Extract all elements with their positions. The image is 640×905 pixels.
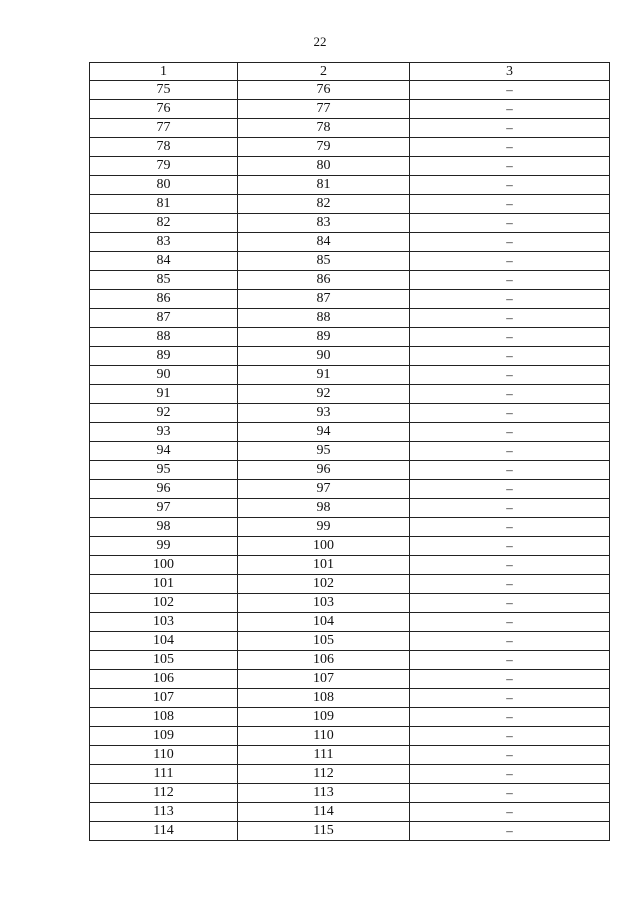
table-cell-col-1: 77 — [90, 119, 238, 138]
table-cell-col-2: 113 — [238, 784, 410, 803]
table-row — [90, 537, 610, 556]
table-row — [90, 309, 610, 328]
table-cell-col-1: 109 — [90, 727, 238, 746]
table-cell-col-3: – — [410, 575, 610, 594]
table-cell-col-2: 107 — [238, 670, 410, 689]
table-cell-col-3: – — [410, 499, 610, 518]
table-row — [90, 100, 610, 119]
table-cell-col-1: 79 — [90, 157, 238, 176]
table-row — [90, 176, 610, 195]
table-cell-col-3: – — [410, 480, 610, 499]
table-cell-col-1: 107 — [90, 689, 238, 708]
table-cell-col-2: 90 — [238, 347, 410, 366]
table-cell-col-2: 98 — [238, 499, 410, 518]
table-cell-col-3: – — [410, 746, 610, 765]
table-cell-col-2: 99 — [238, 518, 410, 537]
table-row — [90, 594, 610, 613]
table-cell-col-1: 80 — [90, 176, 238, 195]
table-cell-col-2: 100 — [238, 537, 410, 556]
table-cell-col-1: 95 — [90, 461, 238, 480]
table-cell-col-1: 92 — [90, 404, 238, 423]
table-row — [90, 613, 610, 632]
table-cell-col-2: 114 — [238, 803, 410, 822]
table-row — [90, 651, 610, 670]
table-cell-col-3: – — [410, 537, 610, 556]
table-row — [90, 803, 610, 822]
table-cell-col-2: 102 — [238, 575, 410, 594]
table-cell-col-2: 83 — [238, 214, 410, 233]
table-row — [90, 746, 610, 765]
table-cell-col-1: 96 — [90, 480, 238, 499]
table-cell-col-2: 110 — [238, 727, 410, 746]
table-cell-col-3: – — [410, 613, 610, 632]
table-cell-col-2: 81 — [238, 176, 410, 195]
table-cell-col-2: 77 — [238, 100, 410, 119]
table-body — [90, 81, 610, 841]
table-cell-col-3: – — [410, 556, 610, 575]
table-cell-col-1: 111 — [90, 765, 238, 784]
table-cell-col-1: 75 — [90, 81, 238, 100]
table-cell-col-1: 78 — [90, 138, 238, 157]
table-cell-col-3: – — [410, 727, 610, 746]
table-cell-col-2: 105 — [238, 632, 410, 651]
table-cell-col-3: – — [410, 309, 610, 328]
table-cell-col-1: 114 — [90, 822, 238, 841]
table-row — [90, 138, 610, 157]
table-cell-col-1: 85 — [90, 271, 238, 290]
table-cell-col-3: – — [410, 195, 610, 214]
table-cell-col-2: 106 — [238, 651, 410, 670]
table-cell-col-2: 101 — [238, 556, 410, 575]
table-cell-col-3: – — [410, 81, 610, 100]
table-cell-col-3: – — [410, 214, 610, 233]
table-cell-col-2: 111 — [238, 746, 410, 765]
data-table — [89, 62, 610, 841]
table-row — [90, 461, 610, 480]
table-row — [90, 499, 610, 518]
table-cell-col-1: 112 — [90, 784, 238, 803]
table-cell-col-2: 104 — [238, 613, 410, 632]
table-cell-col-1: 88 — [90, 328, 238, 347]
table-cell-col-1: 86 — [90, 290, 238, 309]
table-cell-col-2: 84 — [238, 233, 410, 252]
table-cell-col-2: 91 — [238, 366, 410, 385]
table-cell-col-1: 101 — [90, 575, 238, 594]
table-row — [90, 822, 610, 841]
table-cell-col-3: – — [410, 518, 610, 537]
table-cell-col-2: 76 — [238, 81, 410, 100]
table-cell-col-2: 86 — [238, 271, 410, 290]
column-header-3: 3 — [410, 63, 610, 81]
table-row — [90, 518, 610, 537]
table-row — [90, 157, 610, 176]
table-row — [90, 252, 610, 271]
table-cell-col-3: – — [410, 328, 610, 347]
table-cell-col-3: – — [410, 651, 610, 670]
table-cell-col-3: – — [410, 822, 610, 841]
table-cell-col-1: 87 — [90, 309, 238, 328]
table-cell-col-3: – — [410, 461, 610, 480]
table-cell-col-1: 84 — [90, 252, 238, 271]
table-cell-col-2: 87 — [238, 290, 410, 309]
table-cell-col-3: – — [410, 119, 610, 138]
table-cell-col-3: – — [410, 632, 610, 651]
table-cell-col-1: 108 — [90, 708, 238, 727]
table-cell-col-1: 81 — [90, 195, 238, 214]
table-row — [90, 385, 610, 404]
table-cell-col-3: – — [410, 765, 610, 784]
table-cell-col-1: 106 — [90, 670, 238, 689]
table-row — [90, 708, 610, 727]
column-header-2: 2 — [238, 63, 410, 81]
table-cell-col-1: 93 — [90, 423, 238, 442]
table-cell-col-1: 83 — [90, 233, 238, 252]
table-row — [90, 632, 610, 651]
table-cell-col-2: 103 — [238, 594, 410, 613]
column-header-1: 1 — [90, 63, 238, 81]
table-row — [90, 480, 610, 499]
table-cell-col-2: 89 — [238, 328, 410, 347]
table-cell-col-1: 103 — [90, 613, 238, 632]
table-header — [90, 63, 610, 81]
table-cell-col-1: 89 — [90, 347, 238, 366]
table-row — [90, 81, 610, 100]
table-cell-col-2: 97 — [238, 480, 410, 499]
table-cell-col-1: 105 — [90, 651, 238, 670]
table-row — [90, 556, 610, 575]
table-cell-col-1: 82 — [90, 214, 238, 233]
table-cell-col-3: – — [410, 176, 610, 195]
table-cell-col-1: 94 — [90, 442, 238, 461]
table-cell-col-2: 79 — [238, 138, 410, 157]
table-cell-col-1: 110 — [90, 746, 238, 765]
table-cell-col-2: 109 — [238, 708, 410, 727]
table-cell-col-2: 85 — [238, 252, 410, 271]
table-cell-col-3: – — [410, 385, 610, 404]
table-cell-col-2: 78 — [238, 119, 410, 138]
table-cell-col-1: 90 — [90, 366, 238, 385]
table-cell-col-3: – — [410, 423, 610, 442]
table-row — [90, 347, 610, 366]
table-cell-col-3: – — [410, 252, 610, 271]
table-row — [90, 290, 610, 309]
table-cell-col-2: 92 — [238, 385, 410, 404]
table-cell-col-3: – — [410, 442, 610, 461]
table-cell-col-1: 98 — [90, 518, 238, 537]
table-row — [90, 575, 610, 594]
table-row — [90, 727, 610, 746]
table-cell-col-3: – — [410, 670, 610, 689]
table-cell-col-1: 91 — [90, 385, 238, 404]
table-cell-col-1: 76 — [90, 100, 238, 119]
header-row — [90, 63, 610, 81]
table-row — [90, 784, 610, 803]
table-cell-col-2: 115 — [238, 822, 410, 841]
table-cell-col-1: 104 — [90, 632, 238, 651]
table-cell-col-2: 88 — [238, 309, 410, 328]
table-cell-col-3: – — [410, 100, 610, 119]
table-cell-col-3: – — [410, 404, 610, 423]
table-row — [90, 366, 610, 385]
table-cell-col-1: 102 — [90, 594, 238, 613]
table-cell-col-3: – — [410, 271, 610, 290]
table-row — [90, 271, 610, 290]
table-row — [90, 442, 610, 461]
table-row — [90, 233, 610, 252]
table-row — [90, 670, 610, 689]
table-cell-col-3: – — [410, 689, 610, 708]
table-cell-col-2: 80 — [238, 157, 410, 176]
table-cell-col-3: – — [410, 708, 610, 727]
table-cell-col-1: 113 — [90, 803, 238, 822]
table-cell-col-1: 97 — [90, 499, 238, 518]
table-cell-col-1: 100 — [90, 556, 238, 575]
table-cell-col-3: – — [410, 233, 610, 252]
table-cell-col-3: – — [410, 803, 610, 822]
table-cell-col-1: 99 — [90, 537, 238, 556]
table-cell-col-2: 94 — [238, 423, 410, 442]
table-row — [90, 214, 610, 233]
table-cell-col-2: 112 — [238, 765, 410, 784]
table-cell-col-2: 82 — [238, 195, 410, 214]
table-row — [90, 119, 610, 138]
table-cell-col-3: – — [410, 138, 610, 157]
table-cell-col-2: 93 — [238, 404, 410, 423]
table-cell-col-2: 96 — [238, 461, 410, 480]
table-row — [90, 689, 610, 708]
table-cell-col-3: – — [410, 366, 610, 385]
table-cell-col-3: – — [410, 290, 610, 309]
table-cell-col-2: 108 — [238, 689, 410, 708]
table-row — [90, 404, 610, 423]
table-row — [90, 195, 610, 214]
table-row — [90, 423, 610, 442]
table-cell-col-3: – — [410, 347, 610, 366]
table-cell-col-3: – — [410, 784, 610, 803]
table-cell-col-2: 95 — [238, 442, 410, 461]
table-row — [90, 765, 610, 784]
table-cell-col-3: – — [410, 594, 610, 613]
page-number: 22 — [313, 34, 327, 49]
table-row — [90, 328, 610, 347]
table-cell-col-3: – — [410, 157, 610, 176]
